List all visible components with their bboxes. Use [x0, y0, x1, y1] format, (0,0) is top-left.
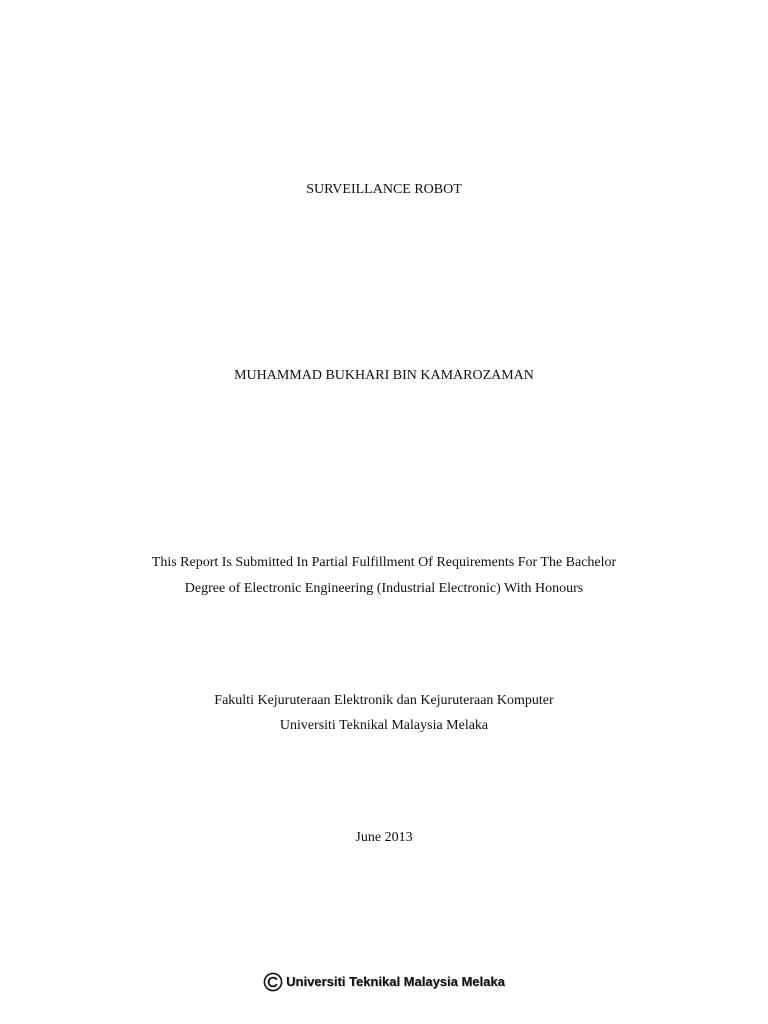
report-title: SURVEILLANCE ROBOT — [306, 182, 462, 197]
submission-date: June 2013 — [355, 830, 413, 845]
copyright-icon — [263, 972, 283, 992]
copyright-watermark — [0, 972, 768, 992]
university-name: Universiti Teknikal Malaysia Melaka — [279, 718, 489, 733]
submission-statement-line-1: This Report Is Submitted In Partial Fulfillment Of Requirements For The Bachelor — [151, 555, 617, 570]
submission-statement-line-2: Degree of Electronic Engineering (Industrial Electronic) With Honours — [184, 581, 584, 596]
author-name: MUHAMMAD BUKHARI BIN KAMAROZAMAN — [234, 368, 534, 383]
faculty-name: Fakulti Kejuruteraan Elektronik dan Kejuruteraan Komputer — [214, 693, 554, 708]
watermark-text: Universiti Teknikal Malaysia Melaka — [286, 974, 505, 989]
